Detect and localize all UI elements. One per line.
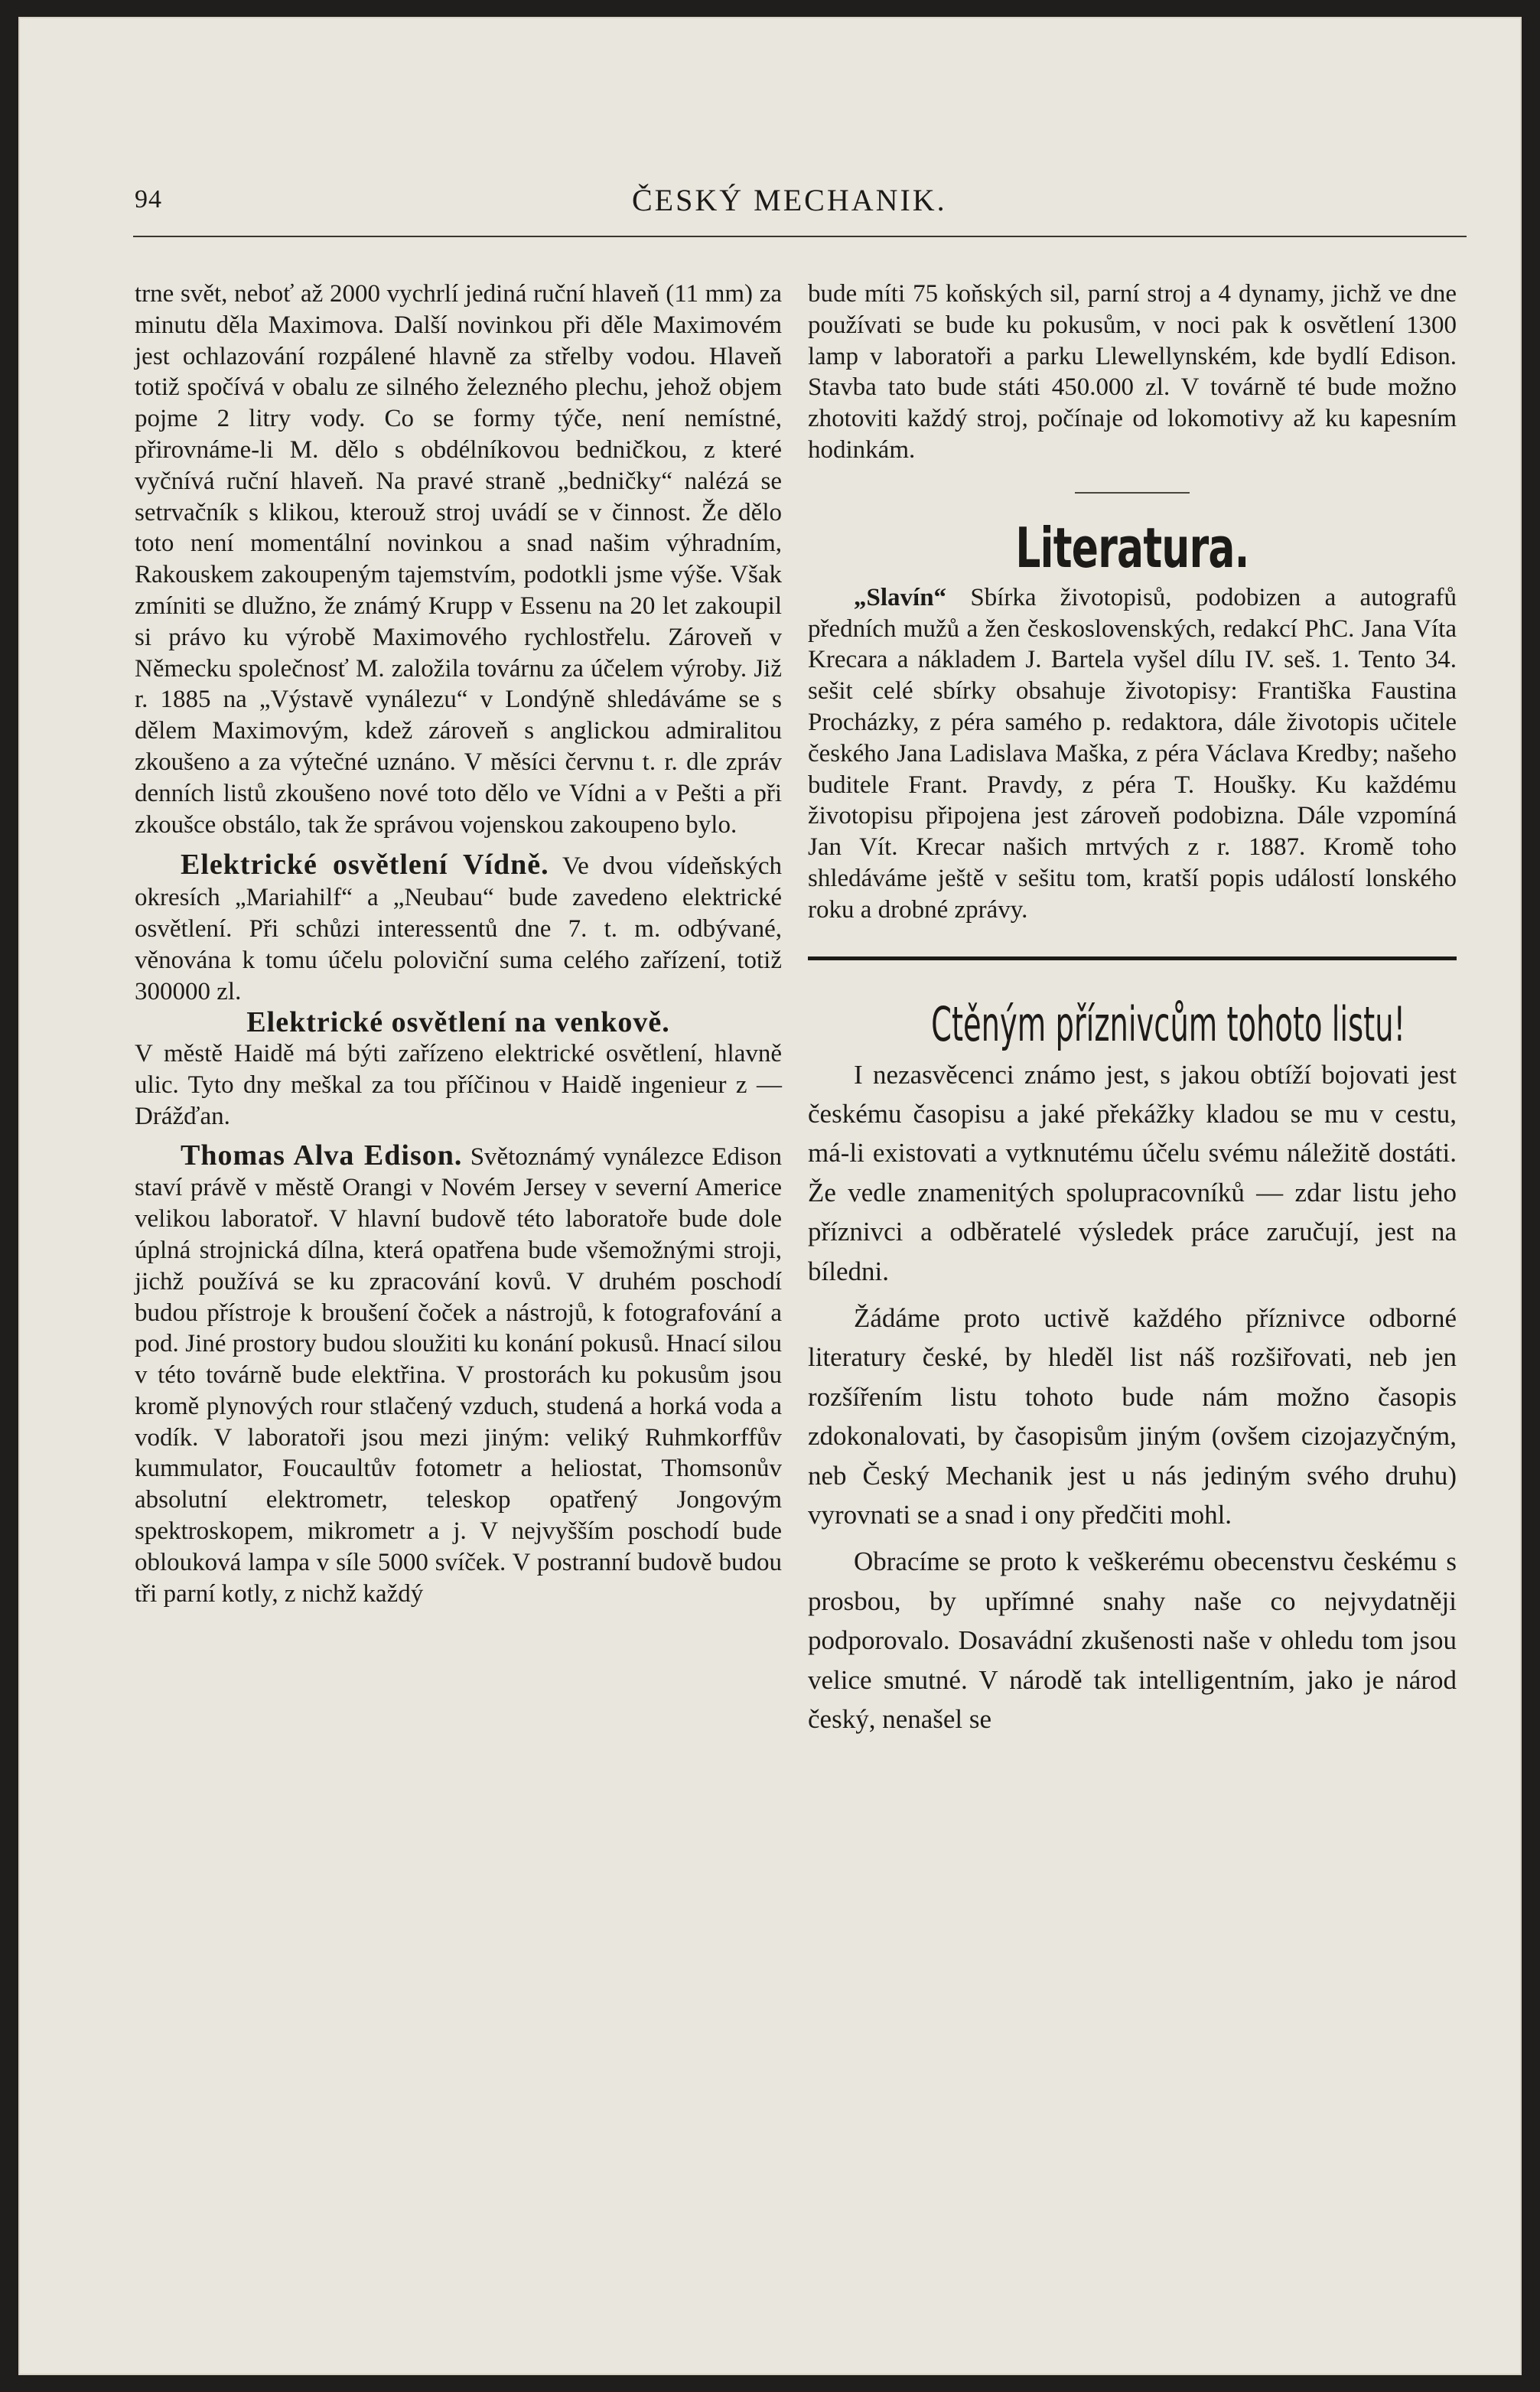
page-number: 94 <box>135 185 162 213</box>
appeal-paragraph-1: I nezasvěcenci známo jest, s jakou obtíží bojovati jest českému časopisu a jaké překážky kladou se mu v cestu, má-li existovati a vytknutému účelu svému náležitě dostáti. Že vedle znamenitých spolupracovníků — zdar listu jeho příznivci a odběratelé výsledek práce zaručují, jest na bíledni. <box>808 1059 1457 1286</box>
maxim-gun-article-continuation: trne svět, neboť až 2000 vychrlí jediná ruční hlaveň (11 mm) za minutu děla Maximova. Další novinkou při děle Maximovém jest ochlazování rozpálené hlavně za střelby vodou. Hlaveň totiž spočívá v obalu ze silného železného plechu, jehož objem pojme 2 litry vody. Co se formy týče, není nemístné, přirovnáme-li M. dělo s obdélníkovou bedničkou, z které vyčnívá ruční hlaveň. Na pravé straně „bedničky“ nalézá se setrvačník s klikou, kterouž stroj uvádí se v činnost. Že dělo toto není momentální novinkou a snad našim výhradním, Rakouskem zakoupeným tajemstvím, podotkli jsme výše. Však zmíniti se dlužno, že známý Krupp v Essenu na 20 let zakoupil si právo ku výrobě Maximového rychlostřelu. Zároveň v Německu společnosť M. založila továrnu za účelem výroby. Již r. 1885 na „Výstavě vynálezu“ v Londýně shledáváme se s dělem Maximovým, kdež zároveň s anglickou admiralitou zkoušeno a za výtečné uznáno. V měsíci červnu t. r. dle zpráv denních listů zkoušeno nové toto dělo ve Vídni a v Pešti a při zkoušce obstálo, tak že správou vojenskou zakoupeno bylo. <box>135 280 782 839</box>
appeal-divider <box>808 956 1457 960</box>
appeal-heading: Ctěným příznivcům tohoto listu! <box>931 996 1405 1052</box>
appeal-paragraph-3: Obracíme se proto k veškerému obecenstvu českému s prosbou, by upřímné snahy naše co nejvydatněji podporovalo. Dosavádní zkušenosti naše v ohledu tom jsou velice smutné. V národě tak intelligentním, jako je národ český, nenašel se <box>808 1546 1457 1735</box>
slavin-title: „Slavín“ <box>854 583 947 611</box>
article-edison-heading: Thomas Alva Edison. <box>181 1139 463 1172</box>
article-vienna-lighting-text: Ve dvou vídeňských okresích „Mariahilf“ a „Neubau“ bude zavedeno elektrické osvětlení. Při schůzi interessentů dne 7. t. m. odbývané, věnována k tomu účelu poloviční suma celého zařízení, totiž 300000 zl. <box>135 852 783 1005</box>
appeal-paragraph-2: Žádáme proto uctivě každého příznivce odborné literatury české, by hleděl list náš rozšiřovati, neb jen rozšířením listu tohoto bude nám možno časopis zdokonalovati, by časopisům jiným (ovšem cizojazyčným, neb Český Mechanik jest u nás jediným svého druhu) vyrovnati se a snad i ony předčiti mohl. <box>808 1302 1457 1530</box>
appeal-body <box>808 1055 1457 1739</box>
article-edison <box>135 1140 782 1610</box>
header-rule <box>133 236 1467 237</box>
article-rural-lighting-heading: Elektrické osvětlení na venkově. <box>246 1006 670 1039</box>
article-rural-lighting-text: V městě Haidě má býti zařízeno elektrické osvětlení, hlavně ulic. Tyto dny meškal za tou příčinou v Haidě ingenieur z — Drážďan. <box>135 1040 782 1130</box>
article-vienna-lighting <box>135 849 782 1007</box>
literatura-review-text: Sbírka životopisů, podobizen a autografů předních mužů a žen československých, redakcí PhC. Jana Víta Krecara a nákladem J. Bartela vyšel dílu IV. seš. 1. Tento 34. sešit celé sbírky obsahuje životopisy: Františka Faustina Procházky, z péra samého p. redaktora, dále životopis učitele českého Jana Ladislava Maška, z péra Václava Kredby; našeho buditele Frant. Pravdy, z péra T. Houšky. Ku každému životopisu připojena jest zároveň podobizna. Dále vzpomíná Jan Vít. Krecar našich mrtvých z r. 1887. Kromě toho shledáváme ještě v sešitu tom, kratší popis událostí lonského roku a drobné zprávy. <box>808 583 1457 924</box>
running-head <box>20 171 1522 217</box>
article-vienna-lighting-heading: Elektrické osvětlení Vídně. <box>181 849 549 882</box>
literatura-heading: Literatura. <box>1015 515 1249 580</box>
left-column <box>135 279 782 1609</box>
section-divider <box>1075 492 1190 494</box>
literatura-review <box>808 582 1457 926</box>
article-edison-text: Světoznámý vynálezce Edison staví právě v městě Orangi v Novém Jersey v severní Americe velikou laboratoř. V hlavní budově této laboratoře bude dole úplná strojnická dílna, která opatřena bude všemožnými stroji, jichž používá se ku zpracování kovů. V druhém poschodí budou přístroje k broušení čoček a nástrojů, k fotografování a pod. Jiné prostory budou sloužiti ku konání pokusů. Hnací silou v této továrně bude elektřina. V prostorách ku pokusům jsou kromě plynových rour stlačený vzduch, studená a horká voda a vodík. V laboratoři jsou mezi jiným: veliký Ruhmkorffův kummulator, Foucaultův fotometr a heliostat, Thomsonův absolutní elektrometr, teleskop opatřený Jongovým spektroskopem, mikrometr a j. V nejvyšším poschodí bude oblouková lampa v síle 5000 svíček. V postranní budově budou tři parní kotly, z nichž každý <box>135 1142 782 1608</box>
journal-title: ČESKÝ MECHANIK. <box>632 183 947 217</box>
right-column <box>808 279 1457 1746</box>
edison-article-continuation: bude míti 75 koňských sil, parní stroj a 4 dynamy, jichž ve dne používati se bude ku pokusům, v noci pak k osvětlení 1300 lamp v laboratoři a parku Llewellynském, kde bydlí Edison. Stavba tato bude státi 450.000 zl. V továrně té bude možno zhotoviti každý stroj, počínaje od lokomotivy až ku kapesním hodinkám. <box>808 280 1457 464</box>
newspaper-page <box>18 17 1522 2375</box>
